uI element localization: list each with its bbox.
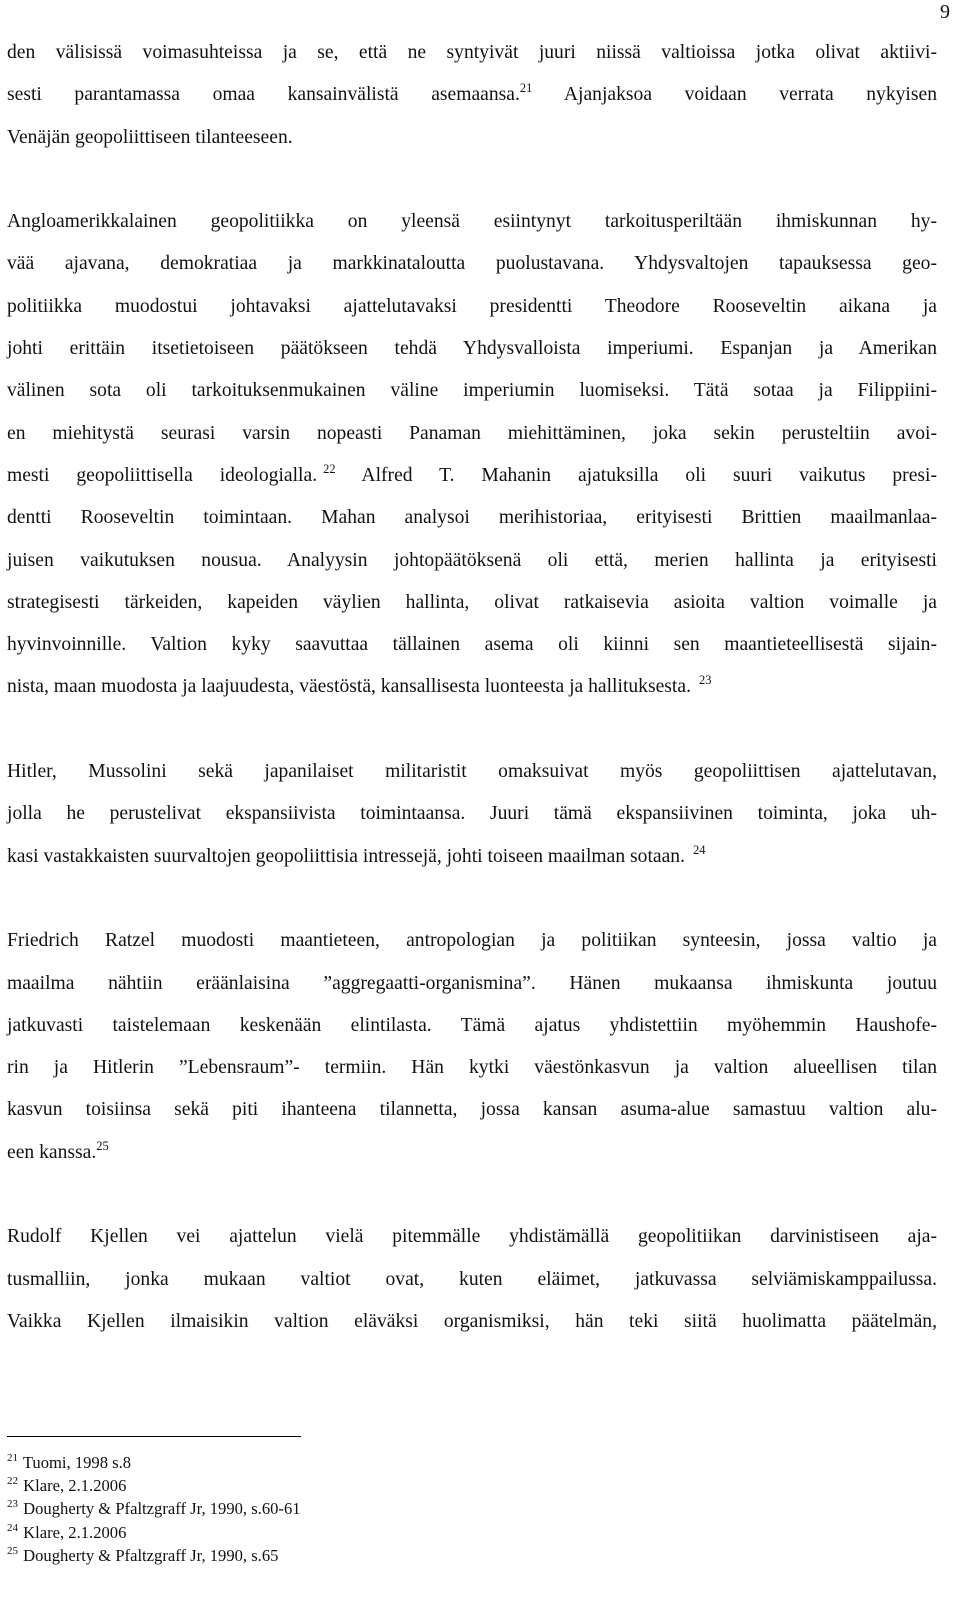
footnote-number: 24 bbox=[7, 1521, 18, 1534]
footnote-ref: 22 bbox=[323, 461, 336, 476]
page-number: 9 bbox=[940, 1, 950, 23]
document-body bbox=[7, 32, 937, 1343]
text-line: johti erittäin itsetietoiseen päätökseen tehdä Yhdysvalloista imperiumi. Espanjan ja Amerikan bbox=[7, 338, 937, 360]
footnote-number: 25 bbox=[7, 1544, 18, 1557]
paragraph bbox=[7, 1216, 937, 1343]
text-line: Venäjän geopoliittiseen tilanteeseen. bbox=[7, 126, 293, 148]
text-line: den välisissä voimasuhteissa ja se, että ne syntyivät juuri niissä valtioissa jotka olivat aktiivi- bbox=[7, 42, 937, 63]
text-line: dentti Rooseveltin toimintaan. Mahan analysoi merihistoriaa, erityisesti Brittien maailmanlaa- bbox=[7, 507, 937, 529]
footnote: $^{25}$ Dougherty & Pfaltzgraff Jr, 1990, s.65 bbox=[7, 1544, 279, 1565]
paragraph bbox=[7, 751, 937, 878]
footnote-number: 22 bbox=[7, 1475, 18, 1488]
text-line: mesti geopoliittisella ideologialla. $^{22}$ Alfred T. Mahanin ajatuksilla oli suuri vaikutus presi- bbox=[7, 461, 937, 486]
text-line: jolla he perustelivat ekspansiivista toimintaansa. Juuri tämä ekspansiivinen toiminta, joka uh- bbox=[7, 803, 937, 825]
text-line: tusmalliin, jonka mukaan valtiot ovat, kuten eläimet, jatkuvassa selviämiskamppailussa. bbox=[7, 1268, 937, 1290]
text-line: Angloamerikkalainen geopolitiikka on yleensä esiintynyt tarkoitusperiltään ihmiskunnan hy- bbox=[7, 211, 937, 233]
text-line: Rudolf Kjellen vei ajattelun vielä pitemmälle yhdistämällä geopolitiikan darvinistiseen aja- bbox=[7, 1226, 937, 1248]
text-line: een kanssa.$^{25}$ bbox=[7, 1138, 109, 1163]
text-line: rin ja Hitlerin ”Lebensraum”- termiin. Hän kytki väestönkasvun ja valtion alueellisen tilan bbox=[7, 1057, 937, 1079]
text-line: hyvinvoinnille. Valtion kyky saavuttaa tällainen asema oli kiinni sen maantieteellisestä sijain- bbox=[7, 634, 937, 656]
text-line: jatkuvasti taistelemaan keskenään elintilasta. Tämä ajatus yhdistettiin myöhemmin Haushofe- bbox=[7, 1014, 937, 1036]
text-line: sesti parantamassa omaa kansainvälistä asemaansa.$^{21}$ Ajanjaksoa voidaan verrata nykyisen bbox=[7, 81, 937, 106]
footnote: $^{21}$ Tuomi, 1998 s.8 bbox=[7, 1452, 132, 1472]
text-line: nista, maan muodosta ja laajuudesta, väestöstä, kansallisesta luonteesta ja hallituksesta. $^{23}$ bbox=[7, 673, 712, 698]
text-line: politiikka muodostui johtavaksi ajattelutavaksi presidentti Theodore Rooseveltin aikana ja bbox=[7, 295, 937, 317]
text-line: Vaikka Kjellen ilmaisikin valtion eläväksi organismiksi, hän teki siitä huolimatta päätelmän, bbox=[7, 1310, 937, 1332]
text-line: Hitler, Mussolini sekä japanilaiset militaristit omaksuivat myös geopoliittisen ajattelutavan, bbox=[7, 761, 937, 783]
footnote-number: 23 bbox=[7, 1498, 18, 1511]
footnote-number: 21 bbox=[7, 1452, 18, 1464]
paragraph bbox=[7, 920, 937, 1174]
text-line: kasvun toisiinsa sekä piti ihanteena tilannetta, jossa kansan asuma-alue samastuu valtion alu- bbox=[7, 1099, 937, 1121]
text-line: Friedrich Ratzel muodosti maantieteen, antropologian ja politiikan synteesin, jossa valtio ja bbox=[7, 930, 937, 952]
text-line: kasi vastakkaisten suurvaltojen geopoliittisia intressejä, johti toiseen maailman sotaan. $^{24}$ bbox=[7, 842, 706, 867]
text-line: välinen sota oli tarkoituksenmukainen väline imperiumin luomiseksi. Tätä sotaa ja Filippiini- bbox=[7, 380, 937, 402]
footnote-ref: 24 bbox=[693, 842, 706, 857]
footnote: $^{23}$ Dougherty & Pfaltzgraff Jr, 1990, s.60-61 bbox=[7, 1498, 301, 1519]
text-line: juisen vaikutuksen nousua. Analyysin johtopäätöksenä oli että, merien hallinta ja erityisesti bbox=[7, 549, 937, 571]
footnote-ref: 23 bbox=[698, 673, 712, 688]
footnote-ref: 21 bbox=[519, 81, 533, 96]
footnote: $^{22}$ Klare, 2.1.2006 bbox=[7, 1475, 127, 1496]
text-line: maailma nähtiin eräänlaisina ”aggregaatti-organismina”. Hänen mukaansa ihmiskunta joutuu bbox=[7, 972, 937, 994]
text-line: vää ajavana, demokratiaa ja markkinataloutta puolustavana. Yhdysvaltojen tapauksessa geo- bbox=[7, 253, 937, 275]
text-line: en miehitystä seurasi varsin nopeasti Panaman miehittäminen, joka sekin perusteltiin avoi- bbox=[7, 422, 937, 444]
footnote: $^{24}$ Klare, 2.1.2006 bbox=[7, 1521, 127, 1542]
text-line: strategisesti tärkeiden, kapeiden väylien hallinta, olivat ratkaisevia asioita valtion voimalle ja bbox=[7, 591, 937, 613]
paragraph bbox=[7, 32, 937, 159]
footnotes bbox=[7, 1451, 301, 1567]
footnote-ref: 25 bbox=[96, 1138, 109, 1153]
footnote-separator bbox=[7, 1436, 301, 1437]
paragraph bbox=[7, 201, 937, 709]
